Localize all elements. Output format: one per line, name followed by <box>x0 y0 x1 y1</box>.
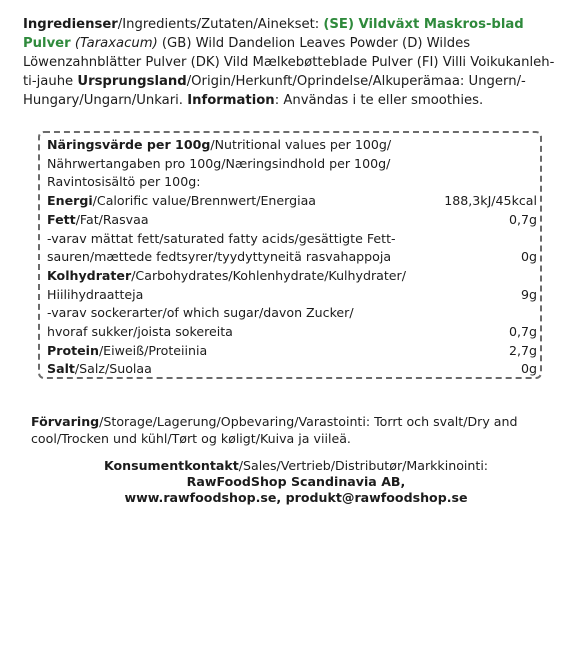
origin-text: /Origin/Herkunft/Oprindelse/Alkuperämaa: Ungern/-Hungary/Ungarn/Unkari. <box>23 74 526 108</box>
nutrition-row-sugar <box>47 323 537 342</box>
nutrition-row-sugar-line-1 <box>47 304 537 323</box>
product-translations: (GB) Wild Dandelion Leaves Powder (D) Wildes Löwenzahnblätter Pulver (DK) Vild Mælkebøtteblade Pulver (FI) Villi Voikukanleh-ti-jauhe <box>23 36 555 89</box>
company-name: RawFoodShop Scandinavia AB, <box>186 474 406 489</box>
sugar-label: hvoraf sukker/joista sokereita <box>47 324 233 340</box>
sugar-label: -varav sockerarter/of which sugar/davon Zucker/ <box>47 305 354 321</box>
saturated-label: -varav mättat fett/saturated fatty acids/gesättigte Fett- <box>47 230 396 246</box>
nutrition-row-protein <box>47 342 537 361</box>
nutrition-table <box>38 131 542 379</box>
storage-block <box>31 414 561 447</box>
saturated-value: 0g <box>520 249 537 265</box>
ingredients-label-translations: /Ingredients/Zutaten/Ainekset: <box>117 17 324 32</box>
information-label: Information <box>187 93 275 108</box>
storage-label: Förvaring <box>31 414 100 429</box>
protein-translations: /Eiweiß/Proteiinia <box>98 342 208 358</box>
saturated-label: sauren/mættede fedtsyrer/tyydyttyneitä rasvahappoja <box>47 249 392 265</box>
sugar-value: 0,7g <box>508 324 537 340</box>
information-text: : Användas i te eller smoothies. <box>274 93 484 108</box>
fat-value: 0,7g <box>508 211 537 227</box>
carbohydrates-translations: Hiilihydraatteja <box>47 286 144 302</box>
nutrition-header-line-1 <box>47 136 537 155</box>
nutrition-row-saturated <box>47 248 537 267</box>
nutrition-header-translations: /Nutritional values per 100g/ <box>210 137 392 152</box>
contact-company <box>31 474 561 490</box>
ingredients-block <box>23 15 563 110</box>
nutrition-row-energy <box>47 192 537 211</box>
contact-line-1 <box>31 458 561 474</box>
nutrition-header-label: Näringsvärde per 100g <box>47 137 211 152</box>
protein-label: Protein <box>47 342 99 358</box>
energy-label: Energi <box>47 193 93 209</box>
storage-text: /Storage/Lagerung/Opbevaring/Varastointi: Torrt och svalt/Dry and cool/Trocken und kühl/Tørt og køligt/Kuiva ja viileä. <box>31 414 518 446</box>
contact-translations: /Sales/Vertrieb/Distributør/Markkinointi: <box>238 458 489 473</box>
salt-translations: /Salz/Suolaa <box>74 361 152 377</box>
carbohydrates-label: Kolhydrater <box>47 267 132 283</box>
carbohydrates-value: 9g <box>520 286 537 302</box>
nutrition-header-text: Ravintosisältö per 100g: <box>47 174 201 190</box>
nutrition-row-salt <box>47 360 537 379</box>
website-and-email: www.rawfoodshop.se, produkt@rawfoodshop.se <box>124 490 468 505</box>
nutrition-row-carbohydrates-line-1 <box>47 267 537 286</box>
salt-value: 0g <box>520 361 537 377</box>
fat-label: Fett <box>47 211 76 227</box>
protein-value: 2,7g <box>508 342 537 358</box>
nutrition-row-saturated-line-1 <box>47 230 537 249</box>
nutrition-header-text: Nährwertangaben pro 100g/Næringsindhold per 100g/ <box>47 155 391 171</box>
contact-label: Konsumentkontakt <box>103 458 239 473</box>
salt-label: Salt <box>47 361 75 377</box>
energy-translations: /Calorific value/Brennwert/Energiaa <box>92 193 317 209</box>
nutrition-row-carbohydrates <box>47 286 537 305</box>
contact-web <box>31 490 561 506</box>
contact-block <box>31 458 561 506</box>
fat-translations: /Fat/Rasvaa <box>75 211 149 227</box>
nutrition-header-line-2 <box>47 155 537 174</box>
ingredients-label: Ingredienser <box>23 17 118 32</box>
product-name: (SE) Vildväxt Maskros-blad Pulver <box>23 17 524 51</box>
nutrition-row-fat <box>47 211 537 230</box>
carbohydrates-translations: /Carbohydrates/Kohlenhydrate/Kulhydrater/ <box>131 267 406 283</box>
energy-value: 188,3kJ/45kcal <box>444 193 537 209</box>
latin-name: (Taraxacum) <box>74 36 158 51</box>
origin-label: Ursprungsland <box>77 74 187 89</box>
nutrition-header-line-3 <box>47 173 537 192</box>
